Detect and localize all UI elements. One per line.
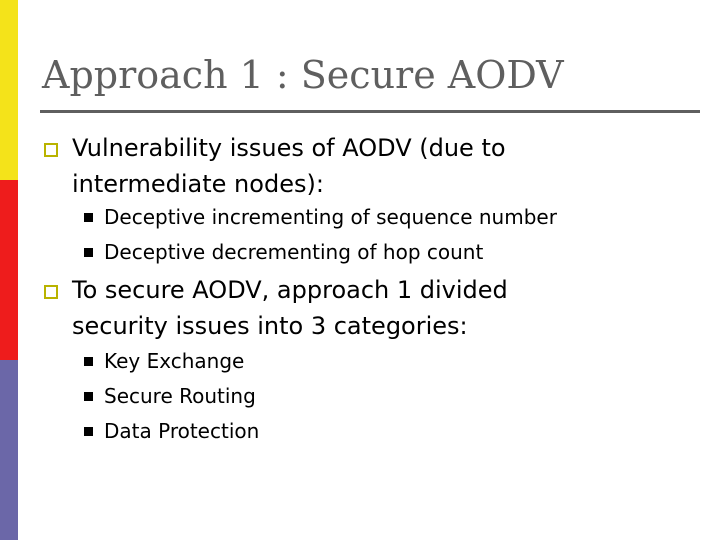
bullet-square-icon xyxy=(44,143,58,157)
accent-bar-red xyxy=(0,180,18,360)
sub-bullet-square-icon xyxy=(84,357,93,366)
sub-bullet-square-icon xyxy=(84,213,93,222)
title-underline xyxy=(40,110,700,113)
sub-bullet-square-icon xyxy=(84,427,93,436)
sub-bullet-square-icon xyxy=(84,248,93,257)
bullet-square-icon xyxy=(44,285,58,299)
accent-bar-purple xyxy=(0,360,18,540)
bullet-text-line: intermediate nodes): xyxy=(72,170,324,198)
sub-bullet-text: Data Protection xyxy=(104,419,260,443)
bullet-text-line: Vulnerability issues of AODV (due to xyxy=(72,134,506,162)
sub-bullet-text: Deceptive decrementing of hop count xyxy=(104,240,484,264)
sub-bullet-text: Secure Routing xyxy=(104,384,256,408)
sub-bullet-text: Key Exchange xyxy=(104,349,245,373)
bullet-text-line: To secure AODV, approach 1 divided xyxy=(72,276,508,304)
sub-bullet-text: Deceptive incrementing of sequence number xyxy=(104,205,557,229)
sub-bullet-square-icon xyxy=(84,392,93,401)
accent-bar-yellow xyxy=(0,0,18,180)
bullet-text-line: security issues into 3 categories: xyxy=(72,312,468,340)
slide-title: Approach 1 : Secure AODV xyxy=(42,53,564,97)
